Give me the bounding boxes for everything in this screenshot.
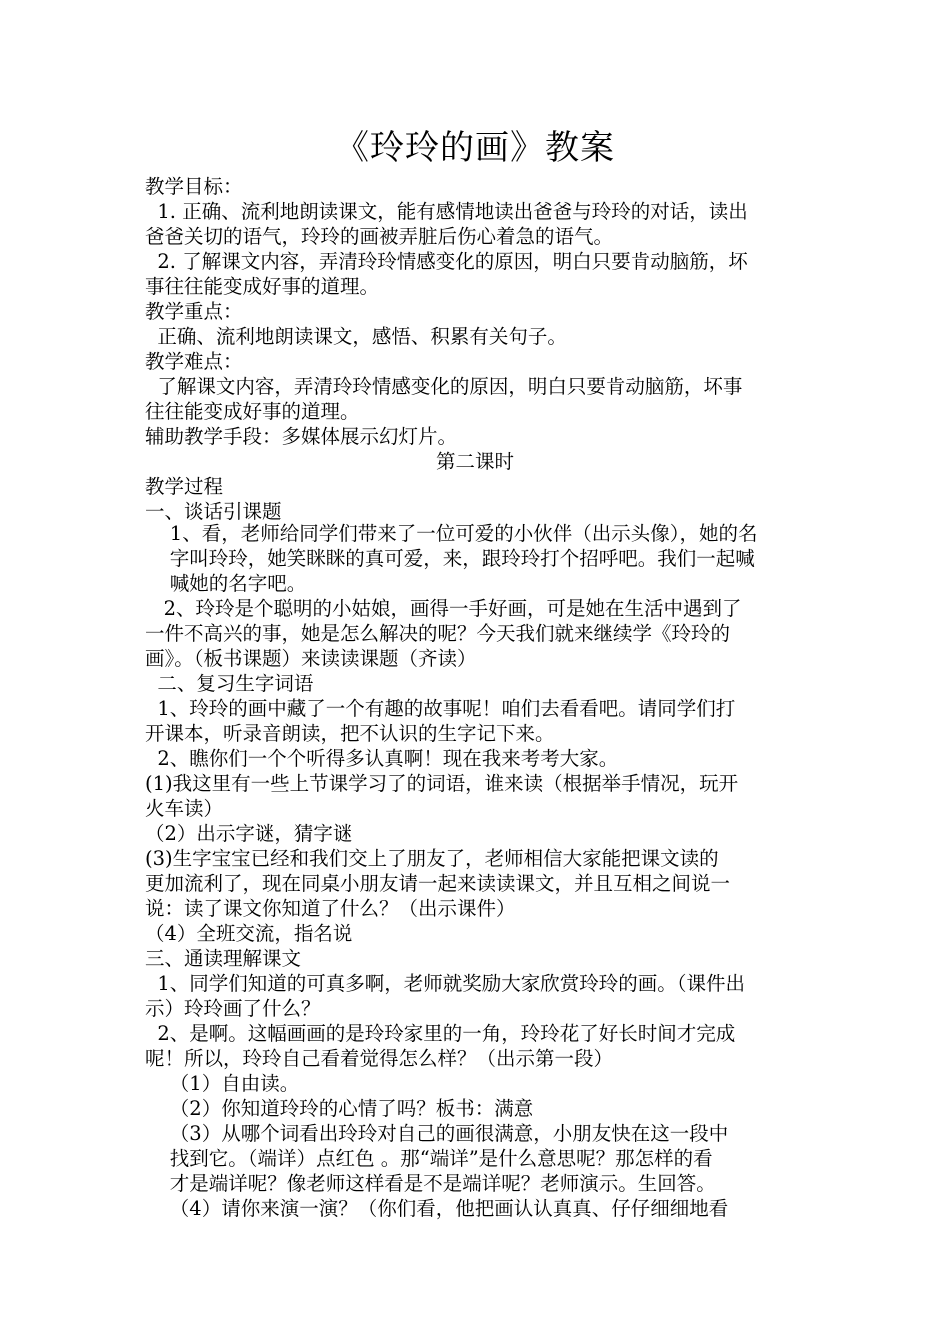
text-line: （4）全班交流，指名说 <box>145 922 353 945</box>
text-line: 2、玲玲是个聪明的小姑娘，画得一手好画，可是她在生活中遇到了 <box>145 597 742 620</box>
text-line: （1）自由读。 <box>145 1072 300 1095</box>
section-heading-key-points: 教学重点： <box>145 300 243 323</box>
text-line: 说：读了课文你知道了什么？（出示课件） <box>145 897 516 920</box>
text-line: (3)生字宝宝已经和我们交上了朋友了，老师相信大家能把课文读的 <box>145 847 719 870</box>
text-line: 字叫玲玲，她笑眯眯的真可爱，来，跟玲玲打个招呼吧。我们一起喊 <box>145 547 755 570</box>
text-line: 火车读） <box>145 797 224 820</box>
text-line: 呢！所以，玲玲自己看着觉得怎么样？（出示第一段） <box>145 1047 614 1070</box>
section-heading-goals: 教学目标： <box>145 175 243 198</box>
text-line: 才是端详呢？像老师这样看是不是端详呢？老师演示。生回答。 <box>145 1172 716 1195</box>
text-line: 画》。（板书课题）来读读课题（齐读） <box>145 647 477 670</box>
text-line: （3）从哪个词看出玲玲对自己的画很满意，小朋友快在这一段中 <box>145 1122 729 1145</box>
goal-2-line-2: 事往往能变成好事的道理。 <box>145 275 380 298</box>
goal-2-line-1: 2. 了解课文内容，弄清玲玲情感变化的原因，明白只要肯动脑筋，坏 <box>145 250 748 273</box>
text-line: 1、同学们知道的可真多啊，老师就奖励大家欣赏玲玲的画。（课件出 <box>145 972 746 995</box>
section-heading-process: 教学过程 <box>145 475 224 498</box>
text-line: 二、复习生字词语 <box>145 672 314 695</box>
text-line: 2、是啊。这幅画画的是玲玲家里的一角，玲玲花了好长时间才完成 <box>145 1022 736 1045</box>
text-line: 更加流利了，现在同桌小朋友请一起来读读课文，并且互相之间说一 <box>145 872 731 895</box>
text-line: 1、玲玲的画中藏了一个有趣的故事呢！咱们去看看吧。请同学们打 <box>145 697 736 720</box>
text-line: 2、瞧你们一个个听得多认真啊！现在我来考考大家。 <box>145 747 619 770</box>
text-line: 1、看，老师给同学们带来了一位可爱的小伙伴（出示头像），她的名 <box>145 522 758 545</box>
text-line: 开课本，听录音朗读，把不认识的生字记下来。 <box>145 722 555 745</box>
part-1-heading: 一、谈话引课题 <box>145 500 282 523</box>
text-line: （4）请你来演一演？（你们看，他把画认认真真、仔仔细细地看 <box>145 1197 729 1220</box>
section-heading-difficulties: 教学难点： <box>145 350 243 373</box>
text-line: 示）玲玲画了什么？ <box>145 997 321 1020</box>
text-line: 三、通读理解课文 <box>145 947 302 970</box>
text-line: 一件不高兴的事，她是怎么解决的呢？今天我们就来继续学《玲玲的 <box>145 622 731 645</box>
text-line: （2）你知道玲玲的心情了吗？板书：满意 <box>145 1097 534 1120</box>
key-points-text: 正确、流利地朗读课文，感悟、积累有关句子。 <box>145 325 567 348</box>
teaching-aids: 辅助教学手段：多媒体展示幻灯片。 <box>145 425 458 448</box>
text-line: (1)我这里有一些上节课学习了的词语，谁来读（根据举手情况，玩开 <box>145 772 739 795</box>
text-line: （2）出示字谜，猜字谜 <box>145 822 353 845</box>
lesson-subtitle: 第二课时 <box>435 450 514 473</box>
goal-1-line-1: 1. 正确、流利地朗读课文，能有感情地读出爸爸与玲玲的对话，读出 <box>145 200 748 223</box>
text-line: 找到它。（端详）点红色 。那“端详”是什么意思呢？那怎样的看 <box>145 1147 713 1170</box>
difficulties-line-2: 往往能变成好事的道理。 <box>145 400 360 423</box>
document-title: 《玲玲的画》教案 <box>335 128 615 168</box>
difficulties-line-1: 了解课文内容，弄清玲玲情感变化的原因，明白只要肯动脑筋，坏事 <box>145 375 743 398</box>
text-line: 喊她的名字吧。 <box>145 572 307 595</box>
goal-1-line-2: 爸爸关切的语气，玲玲的画被弄脏后伤心着急的语气。 <box>145 225 614 248</box>
